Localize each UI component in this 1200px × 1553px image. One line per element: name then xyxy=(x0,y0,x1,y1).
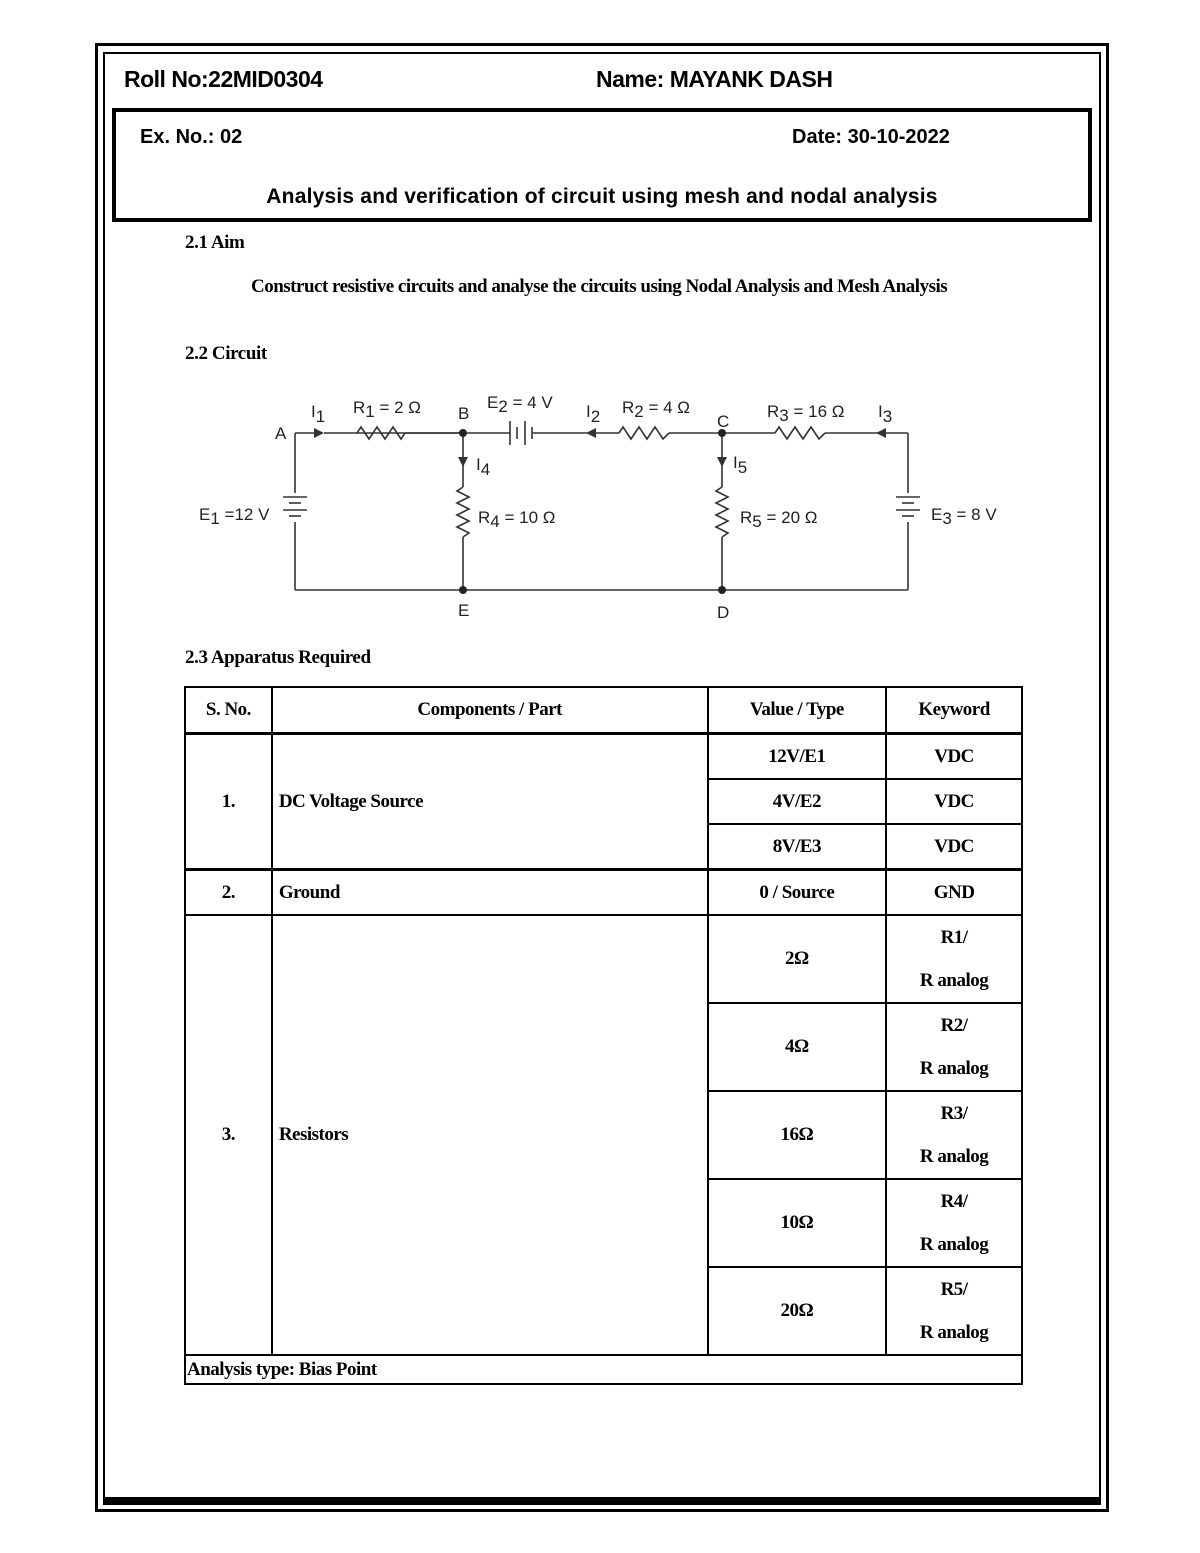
resistor-r3-symbol xyxy=(775,427,825,439)
keyword-line: R analog xyxy=(919,970,989,991)
keyword-cell xyxy=(886,1003,1022,1091)
keyword-line: R analog xyxy=(919,1234,989,1255)
resistor-r1-symbol xyxy=(357,427,405,439)
arrow-i3 xyxy=(876,428,886,438)
value-cell: 4Ω xyxy=(708,1003,887,1091)
resistor-r4-label: R4 = 10 Ω xyxy=(478,508,556,531)
node-d-dot xyxy=(718,586,726,594)
table-row xyxy=(185,870,1022,916)
column-header: S. No. xyxy=(185,687,272,734)
roll-number: Roll No:22MID0304 xyxy=(124,66,323,92)
current-i3-label: I3 xyxy=(878,402,893,426)
serial-number-cell: 1. xyxy=(185,734,272,870)
node-b-label: B xyxy=(458,404,470,423)
value-cell: 8V/E3 xyxy=(708,824,887,870)
column-header: Value / Type xyxy=(708,687,887,734)
node-a-label: A xyxy=(275,424,287,443)
battery-e1-symbol xyxy=(283,497,307,516)
component-cell: DC Voltage Source xyxy=(272,734,708,870)
node-e-label: E xyxy=(458,601,470,620)
experiment-title: Analysis and verification of circuit using mesh and nodal analysis xyxy=(266,185,938,208)
serial-number-cell: 3. xyxy=(185,915,272,1355)
aim-heading: 2.1 Aim xyxy=(185,232,245,253)
resistor-r4-symbol xyxy=(457,487,469,537)
resistor-r2-symbol xyxy=(619,427,669,439)
keyword-cell xyxy=(886,1091,1022,1179)
keyword-cell: VDC xyxy=(886,824,1022,870)
battery-e2-symbol xyxy=(510,421,532,445)
current-i1-label: I1 xyxy=(311,402,326,426)
value-cell: 2Ω xyxy=(708,915,887,1003)
apparatus-table xyxy=(184,686,1023,1385)
keyword-line: R analog xyxy=(919,1322,989,1343)
resistor-r3-label: R3 = 16 Ω xyxy=(767,402,845,425)
experiment-date: Date: 30-10-2022 xyxy=(792,126,950,148)
aim-text: Construct resistive circuits and analyse the circuits using Nodal Analysis and Mesh Analysis xyxy=(251,276,948,297)
keyword-line: R1/ xyxy=(940,927,968,948)
keyword-cell: GND xyxy=(886,870,1022,916)
value-cell: 16Ω xyxy=(708,1091,887,1179)
serial-number-cell: 2. xyxy=(185,870,272,916)
analysis-type-label: Analysis type: xyxy=(187,1358,295,1380)
circuit-diagram xyxy=(180,385,1020,630)
node-e-dot xyxy=(459,586,467,594)
keyword-line: R4/ xyxy=(940,1191,968,1212)
arrow-i1 xyxy=(314,428,324,438)
arrow-i4 xyxy=(458,457,468,467)
current-i2-label: I2 xyxy=(586,402,601,426)
value-cell: 10Ω xyxy=(708,1179,887,1267)
node-b-dot xyxy=(459,429,467,437)
component-cell: Resistors xyxy=(272,915,708,1355)
keyword-line: R3/ xyxy=(940,1103,968,1124)
current-i5-label: I5 xyxy=(733,453,748,477)
arrow-i5 xyxy=(717,457,727,467)
resistor-r1-label: R1 = 2 Ω xyxy=(353,398,422,421)
node-c-label: C xyxy=(717,412,730,431)
battery-e3-symbol xyxy=(896,497,920,516)
experiment-number: Ex. No.: 02 xyxy=(140,126,243,148)
student-name: Name: MAYANK DASH xyxy=(596,66,833,92)
value-cell: 12V/E1 xyxy=(708,734,887,780)
table-row xyxy=(185,734,1022,780)
keyword-line: R analog xyxy=(919,1058,989,1079)
keyword-line: R5/ xyxy=(940,1279,968,1300)
keyword-line: R2/ xyxy=(940,1015,968,1036)
value-cell: 0 / Source xyxy=(708,870,887,916)
keyword-cell: VDC xyxy=(886,779,1022,824)
battery-e2-label: E2 = 4 V xyxy=(487,393,553,416)
table-header-row xyxy=(185,687,1022,734)
analysis-type-row xyxy=(185,1355,1022,1384)
keyword-cell xyxy=(886,1267,1022,1355)
battery-e3-label: E3 = 8 V xyxy=(931,505,997,528)
apparatus-heading: 2.3 Apparatus Required xyxy=(185,647,371,668)
keyword-cell xyxy=(886,1179,1022,1267)
analysis-type-cell xyxy=(185,1355,1022,1384)
resistor-r5-symbol xyxy=(716,487,728,537)
component-cell: Ground xyxy=(272,870,708,916)
keyword-cell xyxy=(886,915,1022,1003)
experiment-header-box xyxy=(112,108,1092,222)
node-d-label: D xyxy=(717,603,730,622)
keyword-line: R analog xyxy=(919,1146,989,1167)
column-header: Keyword xyxy=(886,687,1022,734)
battery-e1-label: E1 =12 V xyxy=(199,505,270,528)
circuit-heading: 2.2 Circuit xyxy=(185,343,267,364)
resistor-r2-label: R2 = 4 Ω xyxy=(622,398,691,421)
page-border-bottom-bar xyxy=(103,1497,1101,1505)
column-header: Components / Part xyxy=(272,687,708,734)
value-cell: 20Ω xyxy=(708,1267,887,1355)
keyword-cell: VDC xyxy=(886,734,1022,780)
table-row xyxy=(185,915,1022,1003)
resistor-r5-label: R5 = 20 Ω xyxy=(740,508,818,531)
arrow-i2 xyxy=(586,428,596,438)
current-i4-label: I4 xyxy=(476,455,491,479)
value-cell: 4V/E2 xyxy=(708,779,887,824)
analysis-type-value: Bias Point xyxy=(294,1358,377,1380)
